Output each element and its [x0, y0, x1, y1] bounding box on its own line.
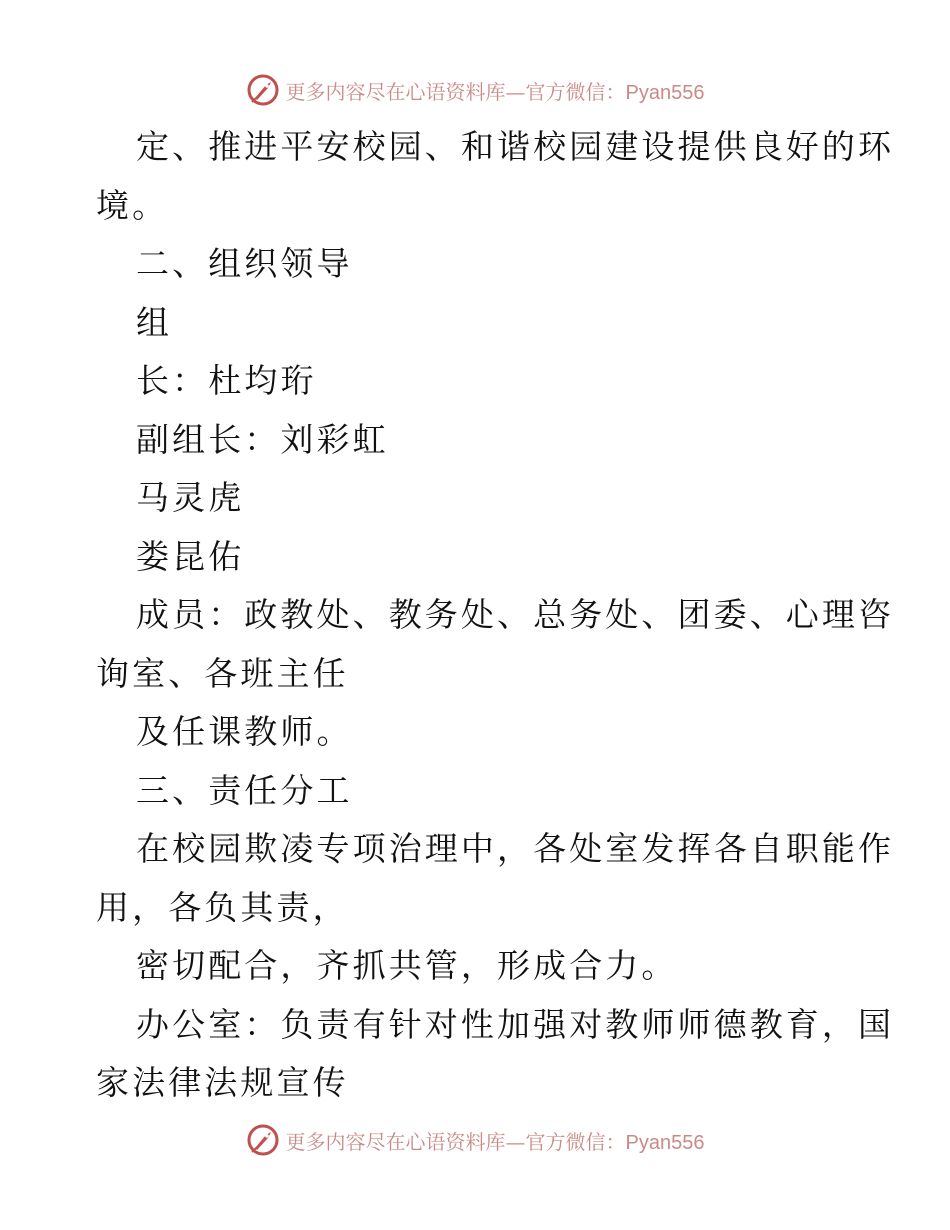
text-line: 副组长：刘彩虹 [136, 419, 389, 459]
text-line: 办公室：负责有针对性加强对教师师德教育，国 [136, 1004, 895, 1044]
text-line: 密切配合，齐抓共管，形成合力。 [136, 946, 678, 985]
text-line: 家法律法规宣传 [96, 1063, 349, 1102]
document-body [96, 118, 895, 1113]
text-line: 二、组织领导 [136, 244, 353, 283]
text-line: 三、责任分工 [136, 770, 353, 810]
text-line: 境。 [96, 185, 169, 225]
text-line: 马灵虎 [136, 478, 245, 517]
text-line: 组 [136, 302, 173, 342]
text-line: 用，各负其责， [96, 887, 349, 927]
text-line: 定、推进平安校园、和谐校园建设提供良好的环 [136, 127, 895, 166]
pen-nib-logo-icon [246, 1123, 280, 1157]
watermark-text: 更多内容尽在心语资料库—官方微信：Pyan556 [285, 1129, 705, 1154]
watermark-footer [0, 1120, 950, 1160]
text-line: 在校园欺凌专项治理中，各处室发挥各自职能作 [136, 829, 895, 868]
watermark-header [0, 70, 950, 110]
text-line: 娄昆佑 [136, 536, 245, 576]
watermark-text: 更多内容尽在心语资料库—官方微信：Pyan556 [285, 79, 705, 104]
text-line: 及任课教师。 [136, 712, 353, 751]
pen-nib-logo-icon [246, 73, 280, 107]
text-line: 成员：政教处、教务处、总务处、团委、心理咨 [136, 595, 895, 634]
text-line: 询室、各班主任 [96, 653, 349, 693]
text-line: 长：杜均珩 [136, 361, 317, 400]
